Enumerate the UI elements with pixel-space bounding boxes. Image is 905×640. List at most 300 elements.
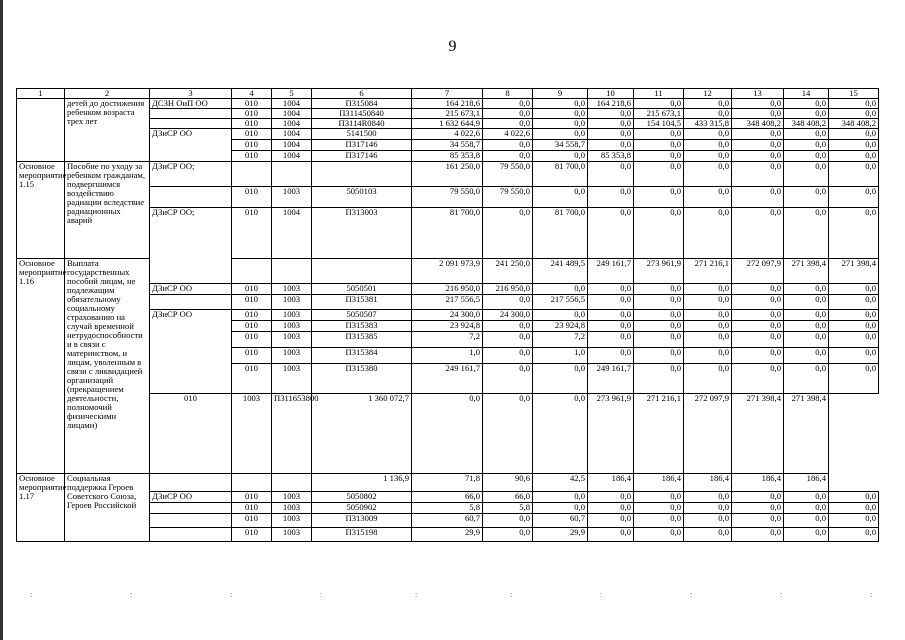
table-cell: 0,0 — [533, 394, 588, 474]
table-cell — [272, 474, 312, 492]
table-cell: 66,0 — [412, 492, 483, 503]
table-cell: 0,0 — [533, 187, 588, 208]
table-cell: 0,0 — [829, 321, 879, 332]
table-cell: 0,0 — [533, 119, 588, 129]
table-cell: 010 — [232, 119, 272, 129]
table-cell: 241 250,0 — [483, 259, 533, 284]
table-cell: 0,0 — [829, 332, 879, 348]
table-cell — [272, 259, 312, 284]
executor-cell — [150, 187, 232, 208]
table-cell: 0,0 — [784, 321, 829, 332]
table-cell: 0,0 — [634, 140, 684, 151]
table-cell: 1004 — [272, 151, 312, 162]
table-cell: 0,0 — [634, 284, 684, 295]
table-cell: 0,0 — [784, 187, 829, 208]
budget-table — [16, 88, 879, 542]
table-cell: 0,0 — [684, 321, 732, 332]
table-cell: 215 673,1 — [634, 109, 684, 119]
measure-label: Основное мероприятие 1.16 — [17, 259, 65, 474]
table-cell: 71,8 — [412, 474, 483, 492]
table-cell: 1003 — [272, 284, 312, 295]
table-cell: 85 353,8 — [412, 151, 483, 162]
table-cell: 0,0 — [784, 528, 829, 542]
table-cell: 0,0 — [732, 187, 784, 208]
table-cell: 0,0 — [483, 514, 533, 528]
table-cell: П315385 — [312, 332, 412, 348]
table-cell: 1,0 — [533, 348, 588, 364]
table-cell: 010 — [232, 109, 272, 119]
table-cell: 0,0 — [483, 119, 533, 129]
table-cell: 0,0 — [634, 162, 684, 187]
table-cell: 0,0 — [588, 332, 634, 348]
table-cell: 0,0 — [732, 208, 784, 259]
table-cell: 23 924,8 — [533, 321, 588, 332]
table-cell: 34 558,7 — [412, 140, 483, 151]
table-cell: 66,0 — [483, 492, 533, 503]
table-cell: 0,0 — [483, 140, 533, 151]
table-cell: 0,0 — [784, 295, 829, 310]
table-cell: 1003 — [272, 528, 312, 542]
table-cell: 23 924,8 — [412, 321, 483, 332]
table-cell: 010 — [232, 151, 272, 162]
table-cell: 0,0 — [732, 364, 784, 394]
table-cell: 0,0 — [684, 348, 732, 364]
table-cell: 0,0 — [684, 162, 732, 187]
table-cell: 1004 — [272, 119, 312, 129]
table-cell: 0,0 — [533, 99, 588, 109]
table-cell: 0,0 — [732, 528, 784, 542]
table-cell: 271 216,1 — [684, 259, 732, 284]
table-cell: 1003 — [272, 321, 312, 332]
table-cell: 1003 — [272, 503, 312, 514]
table-cell: 1003 — [272, 310, 312, 321]
executor-cell — [150, 109, 232, 119]
executor-cell: ДЗиСР ОО — [150, 310, 232, 394]
table-cell: 0,0 — [829, 364, 879, 394]
table-cell: 0,0 — [634, 321, 684, 332]
table-cell: 0,0 — [784, 310, 829, 321]
table-cell: 1004 — [272, 140, 312, 151]
executor-cell — [150, 503, 232, 514]
table-cell: 0,0 — [732, 140, 784, 151]
table-cell: 0,0 — [588, 310, 634, 321]
table-cell: П315384 — [312, 348, 412, 364]
table-cell: 0,0 — [483, 528, 533, 542]
table-cell: П311653800 — [272, 394, 312, 474]
page-number: 9 — [448, 38, 457, 55]
table-cell: 161 250,0 — [412, 162, 483, 187]
table-cell: 0,0 — [684, 332, 732, 348]
table-cell — [312, 162, 412, 187]
measure-label: Основное мероприятие 1.17 — [17, 474, 65, 542]
table-cell — [150, 474, 232, 492]
table-cell: П315380 — [312, 364, 412, 394]
table-cell: 0,0 — [483, 208, 533, 259]
table-cell: 249 161,7 — [412, 364, 483, 394]
table-cell: 0,0 — [483, 364, 533, 394]
table-cell: 010 — [232, 187, 272, 208]
table-cell: 1004 — [272, 129, 312, 140]
column-header: 13 — [732, 89, 784, 99]
table-cell: 0,0 — [588, 109, 634, 119]
table-cell: 81 700,0 — [533, 162, 588, 187]
table-cell: 0,0 — [684, 208, 732, 259]
table-cell: 0,0 — [483, 348, 533, 364]
table-cell: 0,0 — [732, 284, 784, 295]
table-cell: 0,0 — [829, 187, 879, 208]
table-cell: 0,0 — [588, 284, 634, 295]
table-cell: 1004 — [272, 208, 312, 259]
table-cell: 271 398,4 — [784, 394, 829, 474]
table-cell: 0,0 — [684, 109, 732, 119]
table-cell: 0,0 — [483, 394, 533, 474]
table-cell: 1003 — [272, 332, 312, 348]
table-cell: П315383 — [312, 321, 412, 332]
table-cell: 0,0 — [784, 208, 829, 259]
table-cell: 0,0 — [588, 129, 634, 140]
table-cell: 1,0 — [412, 348, 483, 364]
table-cell: 0,0 — [784, 109, 829, 119]
table-cell: П315381 — [312, 295, 412, 310]
table-cell: 186,4 — [784, 474, 829, 492]
executor-cell — [150, 119, 232, 129]
table-cell: П315084 — [312, 99, 412, 109]
table-cell: 0,0 — [829, 284, 879, 295]
table-cell: 0,0 — [784, 151, 829, 162]
executor-cell: ДСЗН ОиП ОО — [150, 99, 232, 109]
table-cell: 0,0 — [784, 284, 829, 295]
table-cell: 0,0 — [533, 492, 588, 503]
table-cell: 85 353,8 — [588, 151, 634, 162]
table-cell: 0,0 — [784, 348, 829, 364]
table-cell: П3114R0840 — [312, 119, 412, 129]
table-cell: 79 550,0 — [412, 187, 483, 208]
table-header-row — [17, 89, 879, 99]
table-cell: 215 673,1 — [412, 109, 483, 119]
executor-cell: ДЗиСР ОО — [150, 284, 232, 295]
table-cell — [232, 162, 272, 187]
table-cell: 010 — [232, 492, 272, 503]
table-cell: 0,0 — [784, 140, 829, 151]
table-cell: 0,0 — [634, 332, 684, 348]
table-cell: 0,0 — [829, 162, 879, 187]
table-cell: 0,0 — [634, 208, 684, 259]
table-cell: 0,0 — [483, 109, 533, 119]
column-header: 4 — [232, 89, 272, 99]
table-cell: 0,0 — [684, 284, 732, 295]
table-cell: 241 489,5 — [533, 259, 588, 284]
table-cell: 272 097,9 — [684, 394, 732, 474]
table-cell: 164 218,6 — [412, 99, 483, 109]
table-cell: 0,0 — [634, 514, 684, 528]
column-header: 3 — [150, 89, 232, 99]
table-cell: П317146 — [312, 151, 412, 162]
column-header: 2 — [65, 89, 150, 99]
table-cell: 0,0 — [829, 310, 879, 321]
table-cell: 0,0 — [412, 394, 483, 474]
table-cell: 1003 — [272, 348, 312, 364]
table-cell: 0,0 — [784, 332, 829, 348]
table-cell: 186,4 — [634, 474, 684, 492]
table-cell: 0,0 — [732, 151, 784, 162]
table-cell: 0,0 — [634, 348, 684, 364]
table-cell: 5050103 — [312, 187, 412, 208]
table-cell: 010 — [232, 310, 272, 321]
table-row — [17, 474, 879, 492]
table-cell — [312, 259, 412, 284]
column-header: 1 — [17, 89, 65, 99]
table-cell: 0,0 — [684, 99, 732, 109]
table-cell: 4 022,6 — [483, 129, 533, 140]
table-cell: 0,0 — [588, 140, 634, 151]
table-cell: 5050802 — [312, 492, 412, 503]
table-cell: 0,0 — [784, 99, 829, 109]
table-cell: 0,0 — [634, 99, 684, 109]
table-cell: 0,0 — [829, 503, 879, 514]
table-cell: 0,0 — [732, 295, 784, 310]
table-cell: 0,0 — [732, 109, 784, 119]
page-left-border — [0, 0, 3, 640]
table-cell: 249 161,7 — [588, 364, 634, 394]
table-cell: 0,0 — [483, 295, 533, 310]
table-cell: 249 161,7 — [588, 259, 634, 284]
table-cell — [272, 162, 312, 187]
table-cell: 0,0 — [732, 99, 784, 109]
table-cell: 0,0 — [732, 310, 784, 321]
table-cell: 271 398,4 — [829, 259, 879, 284]
table-cell: 42,5 — [533, 474, 588, 492]
table-cell: 0,0 — [684, 151, 732, 162]
table-cell: 0,0 — [784, 492, 829, 503]
table-cell: 0,0 — [483, 321, 533, 332]
table-cell: 217 556,5 — [412, 295, 483, 310]
measure-label — [17, 99, 65, 162]
table-cell: 60,7 — [533, 514, 588, 528]
table-cell: 0,0 — [634, 187, 684, 208]
table-cell: 010 — [232, 295, 272, 310]
table-cell: 1004 — [272, 99, 312, 109]
table-cell: 271 216,1 — [634, 394, 684, 474]
table-cell: 010 — [150, 394, 232, 474]
table-cell: 0,0 — [732, 321, 784, 332]
executor-cell — [150, 514, 232, 528]
table-cell: 1003 — [272, 295, 312, 310]
table-cell: 348 408,2 — [784, 119, 829, 129]
table-cell: 348 408,2 — [732, 119, 784, 129]
table-cell: 272 097,9 — [732, 259, 784, 284]
table-cell: 0,0 — [588, 321, 634, 332]
table-cell: 81 700,0 — [412, 208, 483, 259]
table-cell: 010 — [232, 140, 272, 151]
executor-cell — [150, 295, 232, 310]
table-cell: 0,0 — [829, 514, 879, 528]
table-cell: 29,9 — [412, 528, 483, 542]
table-cell: 0,0 — [732, 514, 784, 528]
table-cell: 010 — [232, 99, 272, 109]
table-cell: 0,0 — [588, 208, 634, 259]
table-cell: 0,0 — [634, 503, 684, 514]
table-cell: 34 558,7 — [533, 140, 588, 151]
table-cell: 0,0 — [732, 503, 784, 514]
column-header: 11 — [634, 89, 684, 99]
table-cell: 186,4 — [588, 474, 634, 492]
table-cell: 0,0 — [684, 492, 732, 503]
table-cell: 7,2 — [412, 332, 483, 348]
table-cell: 0,0 — [684, 310, 732, 321]
table-cell: 0,0 — [588, 528, 634, 542]
table-cell: 0,0 — [533, 129, 588, 140]
table-cell: 0,0 — [634, 129, 684, 140]
table-cell: 0,0 — [829, 140, 879, 151]
table-cell: 0,0 — [732, 332, 784, 348]
table-cell: 0,0 — [634, 528, 684, 542]
column-header: 9 — [533, 89, 588, 99]
table-cell: 0,0 — [684, 364, 732, 394]
table-cell: 010 — [232, 208, 272, 259]
executor-cell: ДЗиСР ОО — [150, 492, 232, 503]
table-cell: 0,0 — [588, 162, 634, 187]
table-cell: 5050507 — [312, 310, 412, 321]
table-cell: 0,0 — [784, 129, 829, 140]
table-cell: 5050902 — [312, 503, 412, 514]
table-cell: 0,0 — [684, 129, 732, 140]
table-cell: 0,0 — [588, 187, 634, 208]
table-cell: 217 556,5 — [533, 295, 588, 310]
table-cell: 1 360 072,7 — [312, 394, 412, 474]
table-cell: 271 398,4 — [732, 394, 784, 474]
measure-description: Выплата государственных пособий лицам, не подлежащим обязательному социальному страхованию на случай временной нетрудоспособности и в связи с материнством, и лицам, уволенным в связи с ликвидацией организаций (прекращением деятельности, полномочий физическими лицами) — [65, 259, 150, 474]
table-cell: П317146 — [312, 140, 412, 151]
table-cell: 0,0 — [732, 492, 784, 503]
table-cell: 1003 — [272, 364, 312, 394]
table-cell: 0,0 — [784, 162, 829, 187]
table-cell: 010 — [232, 284, 272, 295]
table-cell: 273 961,9 — [588, 394, 634, 474]
column-header: 14 — [784, 89, 829, 99]
column-header: 8 — [483, 89, 533, 99]
table-cell: 0,0 — [533, 151, 588, 162]
table-cell: П311450840 — [312, 109, 412, 119]
table-cell: 0,0 — [684, 187, 732, 208]
table-cell: 0,0 — [829, 99, 879, 109]
table-cell: 1003 — [272, 514, 312, 528]
table-cell: 216 950,0 — [483, 284, 533, 295]
table-cell: 0,0 — [588, 503, 634, 514]
table-cell: 0,0 — [829, 295, 879, 310]
table-cell: 5,8 — [412, 503, 483, 514]
table-cell: 0,0 — [684, 503, 732, 514]
table-cell: 29,9 — [533, 528, 588, 542]
table-cell: 0,0 — [829, 109, 879, 119]
table-cell: 0,0 — [829, 208, 879, 259]
table-cell: 0,0 — [533, 109, 588, 119]
executor-cell — [150, 528, 232, 542]
table-cell: 0,0 — [533, 364, 588, 394]
measure-description: Пособие по уходу за ребенком гражданам, подвергшимся воздействию радиации вследствие радиационных аварий — [65, 162, 150, 259]
table-cell: 0,0 — [684, 528, 732, 542]
table-cell: 0,0 — [588, 348, 634, 364]
table-row — [17, 162, 879, 187]
table-cell: 4 022,6 — [412, 129, 483, 140]
table-cell: 0,0 — [829, 129, 879, 140]
table-cell: 5,8 — [483, 503, 533, 514]
column-header: 7 — [412, 89, 483, 99]
table-cell: 2 091 973,9 — [412, 259, 483, 284]
table-cell: 0,0 — [684, 514, 732, 528]
table-cell: 1 136,9 — [312, 474, 412, 492]
table-cell: 0,0 — [634, 492, 684, 503]
table-cell: 154 104,5 — [634, 119, 684, 129]
table-cell: 348 408,2 — [829, 119, 879, 129]
table-cell — [232, 259, 272, 284]
table-cell: 0,0 — [483, 99, 533, 109]
column-header: 10 — [588, 89, 634, 99]
table-cell: 010 — [232, 348, 272, 364]
table-row — [17, 259, 879, 284]
table-cell: 216 950,0 — [412, 284, 483, 295]
table-cell: 0,0 — [732, 129, 784, 140]
column-header: 12 — [684, 89, 732, 99]
table-cell: 0,0 — [634, 310, 684, 321]
table-cell: 0,0 — [784, 503, 829, 514]
table-cell: 273 961,9 — [634, 259, 684, 284]
table-cell: 010 — [232, 364, 272, 394]
column-header: 6 — [312, 89, 412, 99]
table-cell: П313003 — [312, 208, 412, 259]
table-cell: 0,0 — [533, 310, 588, 321]
table-cell: 0,0 — [533, 284, 588, 295]
table-cell: 010 — [232, 503, 272, 514]
executor-cell: ДЗиСР ОО — [150, 129, 232, 162]
table-cell — [232, 474, 272, 492]
table-cell: П315198 — [312, 528, 412, 542]
table-cell: 010 — [232, 129, 272, 140]
table-cell: 0,0 — [588, 119, 634, 129]
table-cell: 7,2 — [533, 332, 588, 348]
table-cell: 5050501 — [312, 284, 412, 295]
table-cell: 79 550,0 — [483, 187, 533, 208]
table-cell: 0,0 — [634, 295, 684, 310]
table-cell: 60,7 — [412, 514, 483, 528]
table-cell: 0,0 — [829, 151, 879, 162]
table-cell: 0,0 — [784, 514, 829, 528]
table-cell: 0,0 — [829, 492, 879, 503]
executor-cell: ДЗиСР ОО; — [150, 162, 232, 187]
measure-label: Основное мероприятие 1.15 — [17, 162, 65, 259]
table-cell: 24 300,0 — [412, 310, 483, 321]
table-cell: 0,0 — [732, 162, 784, 187]
table-cell: 0,0 — [588, 492, 634, 503]
table-cell: 5141500 — [312, 129, 412, 140]
table-cell: 90,6 — [483, 474, 533, 492]
table-cell: 010 — [232, 332, 272, 348]
table-cell: 186,4 — [732, 474, 784, 492]
table-cell: 0,0 — [634, 151, 684, 162]
table-cell: 0,0 — [634, 364, 684, 394]
column-header: 15 — [829, 89, 879, 99]
table-cell: 1003 — [272, 187, 312, 208]
table-cell: 271 398,4 — [784, 259, 829, 284]
table-cell: 0,0 — [483, 332, 533, 348]
table-cell: 0,0 — [784, 364, 829, 394]
table-row — [17, 99, 879, 109]
table-cell: 0,0 — [588, 295, 634, 310]
table-cell: 1 632 644,9 — [412, 119, 483, 129]
executor-cell: ДЗиСР ОО; — [150, 208, 232, 284]
table-cell: 186,4 — [684, 474, 732, 492]
table-cell: 010 — [232, 321, 272, 332]
table-cell: 0,0 — [829, 528, 879, 542]
